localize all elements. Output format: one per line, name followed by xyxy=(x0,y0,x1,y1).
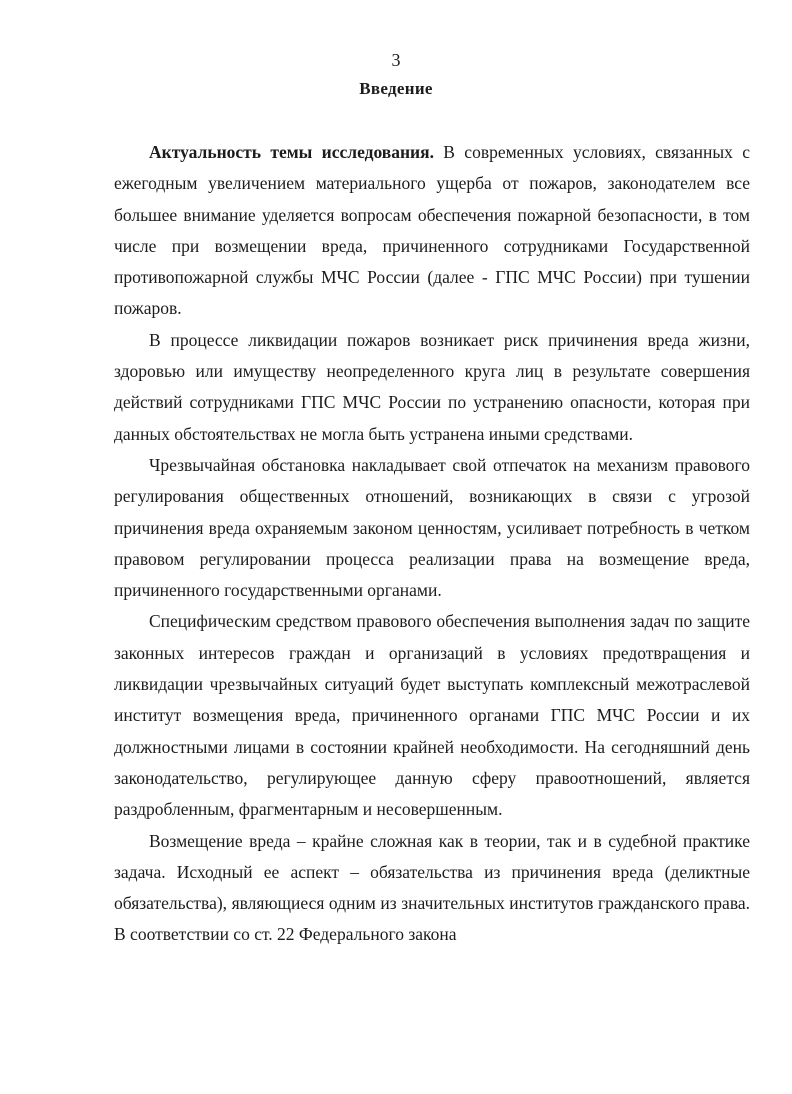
paragraph-compensation: Возмещение вреда – крайне сложная как в теории, так и в судебной практике задача. Исходный ее аспект – обязательства из причинения вреда (деликтные обязательства), являющиеся одним из значительных институтов гражданского права. В соответствии со ст. 22 Федерального закона xyxy=(114,830,750,945)
paragraph-text: В современных условиях, связанных с ежегодным увеличением материального ущерба от пожаров, законодателем все большее внимание уделяется вопросам обеспечения пожарной безопасности, в том числе при возмещении вреда, причиненного сотрудниками Государственной противопожарной службы МЧС России (далее - ГПС МЧС России) при тушении пожаров. xyxy=(114,142,751,319)
paragraph-lead-bold: Актуальность темы исследования. xyxy=(149,142,434,162)
paragraph-relevance xyxy=(114,137,750,325)
document-body xyxy=(114,137,750,951)
paragraph-institution: Специфическим средством правового обеспечения выполнения задач по защите законных интересов граждан и организаций в условиях предотвращения и ликвидации чрезвычайных ситуаций будет выступать комплексный межотраслевой институт возмещения вреда, причиненного органами ГПС МЧС России и их должностными лицами в состоянии крайней необходимости. На сегодняшний день законодательство, регулирующее данную сферу правоотношений, является раздробленным, фрагментарным и несовершенным. xyxy=(114,611,750,820)
paragraph-emergency: Чрезвычайная обстановка накладывает свой отпечаток на механизм правового регулирования общественных отношений, возникающих в связи с угрозой причинения вреда охраняемым законом ценностям, усиливает потребность в четком правовом регулировании процесса реализации права на возмещение вреда, причиненного государственными органами. xyxy=(114,454,750,601)
paragraph-risk: В процессе ликвидации пожаров возникает риск причинения вреда жизни, здоровью или имуществу неопределенного круга лиц в результате совершения действий сотрудниками ГПС МЧС России по устранению опасности, которая при данных обстоятельствах не могла быть устранена иными средствами. xyxy=(114,329,750,444)
section-heading: Введение xyxy=(359,79,433,98)
page-number: 3 xyxy=(391,50,401,70)
